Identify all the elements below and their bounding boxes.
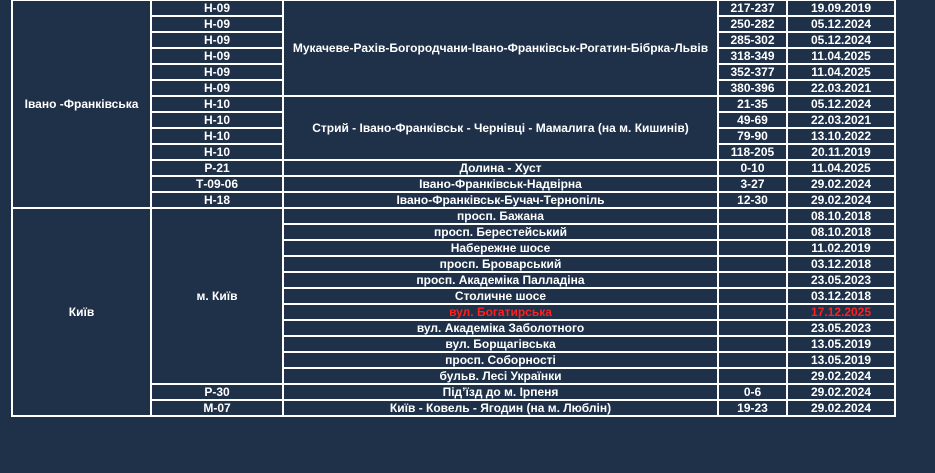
date-cell: 13.10.2022 bbox=[787, 128, 895, 144]
street-cell: Столичне шосе bbox=[283, 288, 718, 304]
road-code-cell: Н-09 bbox=[151, 16, 283, 32]
km-cell: 217-237 bbox=[718, 0, 787, 16]
km-cell bbox=[718, 352, 787, 368]
date-cell: 05.12.2024 bbox=[787, 96, 895, 112]
street-cell: просп. Броварський bbox=[283, 256, 718, 272]
km-cell bbox=[718, 224, 787, 240]
road-code-cell: М-07 bbox=[151, 400, 283, 416]
street-cell-highlighted: вул. Богатирська bbox=[283, 304, 718, 320]
km-cell: 0-10 bbox=[718, 160, 787, 176]
street-cell: просп. Соборності bbox=[283, 352, 718, 368]
km-cell bbox=[718, 272, 787, 288]
date-cell: 19.09.2019 bbox=[787, 0, 895, 16]
km-cell: 79-90 bbox=[718, 128, 787, 144]
road-code-cell: Н-09 bbox=[151, 80, 283, 96]
road-code-cell: Н-10 bbox=[151, 112, 283, 128]
date-cell: 11.04.2025 bbox=[787, 160, 895, 176]
route-cell: Долина - Хуст bbox=[283, 160, 718, 176]
table-row bbox=[12, 0, 895, 16]
date-cell: 05.12.2024 bbox=[787, 32, 895, 48]
date-cell: 23.05.2023 bbox=[787, 320, 895, 336]
street-cell: просп. Академіка Палладіна bbox=[283, 272, 718, 288]
road-code-cell: Н-09 bbox=[151, 64, 283, 80]
km-cell bbox=[718, 208, 787, 224]
region-cell: Івано -Франківська bbox=[12, 0, 151, 208]
date-cell: 29.02.2024 bbox=[787, 384, 895, 400]
km-cell: 19-23 bbox=[718, 400, 787, 416]
km-cell: 21-35 bbox=[718, 96, 787, 112]
km-cell bbox=[718, 368, 787, 384]
km-cell: 250-282 bbox=[718, 16, 787, 32]
km-cell: 0-6 bbox=[718, 384, 787, 400]
date-cell: 13.05.2019 bbox=[787, 336, 895, 352]
date-cell: 08.10.2018 bbox=[787, 208, 895, 224]
km-cell bbox=[718, 240, 787, 256]
street-cell: вул. Борщагівська bbox=[283, 336, 718, 352]
date-cell: 29.02.2024 bbox=[787, 192, 895, 208]
km-cell: 49-69 bbox=[718, 112, 787, 128]
date-cell: 03.12.2018 bbox=[787, 288, 895, 304]
date-cell: 11.02.2019 bbox=[787, 240, 895, 256]
date-cell: 08.10.2018 bbox=[787, 224, 895, 240]
km-cell bbox=[718, 304, 787, 320]
table-row bbox=[12, 208, 895, 224]
date-cell: 05.12.2024 bbox=[787, 16, 895, 32]
road-code-cell: Н-09 bbox=[151, 32, 283, 48]
road-code-cell: Н-10 bbox=[151, 96, 283, 112]
km-cell bbox=[718, 320, 787, 336]
road-code-cell: Н-18 bbox=[151, 192, 283, 208]
date-cell: 11.04.2025 bbox=[787, 64, 895, 80]
street-cell: Набережне шосе bbox=[283, 240, 718, 256]
date-cell: 22.03.2021 bbox=[787, 80, 895, 96]
route-cell: Київ - Ковель - Ягодин (на м. Люблін) bbox=[283, 400, 718, 416]
km-cell: 118-205 bbox=[718, 144, 787, 160]
date-cell: 29.02.2024 bbox=[787, 400, 895, 416]
date-cell: 20.11.2019 bbox=[787, 144, 895, 160]
road-code-cell: Н-10 bbox=[151, 144, 283, 160]
road-code-cell: Н-10 bbox=[151, 128, 283, 144]
km-cell: 352-377 bbox=[718, 64, 787, 80]
km-cell bbox=[718, 288, 787, 304]
date-cell: 29.02.2024 bbox=[787, 176, 895, 192]
date-cell: 03.12.2018 bbox=[787, 256, 895, 272]
road-code-cell: Р-30 bbox=[151, 384, 283, 400]
km-cell: 3-27 bbox=[718, 176, 787, 192]
street-cell: бульв. Лесі Українки bbox=[283, 368, 718, 384]
km-cell bbox=[718, 256, 787, 272]
km-cell: 285-302 bbox=[718, 32, 787, 48]
route-cell: Під’їзд до м. Ірпеня bbox=[283, 384, 718, 400]
route-cell: Стрий - Івано-Франківськ - Чернівці - Мамалига (на м. Кишинів) bbox=[283, 96, 718, 160]
km-cell: 318-349 bbox=[718, 48, 787, 64]
date-cell: 22.03.2021 bbox=[787, 112, 895, 128]
road-code-cell: Н-09 bbox=[151, 0, 283, 16]
region-cell: Київ bbox=[12, 208, 151, 416]
route-cell: Івано-Франківськ-Надвірна bbox=[283, 176, 718, 192]
km-cell: 12-30 bbox=[718, 192, 787, 208]
street-cell: вул. Академіка Заболотного bbox=[283, 320, 718, 336]
road-repair-table bbox=[11, 0, 896, 417]
road-code-cell: Н-09 bbox=[151, 48, 283, 64]
road-code-cell: Т-09-06 bbox=[151, 176, 283, 192]
route-cell: Івано-Франківськ-Бучач-Тернопіль bbox=[283, 192, 718, 208]
date-cell: 13.05.2019 bbox=[787, 352, 895, 368]
road-code-cell: Р-21 bbox=[151, 160, 283, 176]
route-cell: Мукачеве-Рахів-Богородчани-Івано-Франківськ-Рогатин-Бібрка-Львів bbox=[283, 0, 718, 96]
street-cell: просп. Бажана bbox=[283, 208, 718, 224]
km-cell bbox=[718, 336, 787, 352]
km-cell: 380-396 bbox=[718, 80, 787, 96]
street-cell: просп. Берестейський bbox=[283, 224, 718, 240]
date-cell: 23.05.2023 bbox=[787, 272, 895, 288]
date-cell: 29.02.2024 bbox=[787, 368, 895, 384]
city-cell: м. Київ bbox=[151, 208, 283, 384]
date-cell-highlighted: 17.12.2025 bbox=[787, 304, 895, 320]
date-cell: 11.04.2025 bbox=[787, 48, 895, 64]
